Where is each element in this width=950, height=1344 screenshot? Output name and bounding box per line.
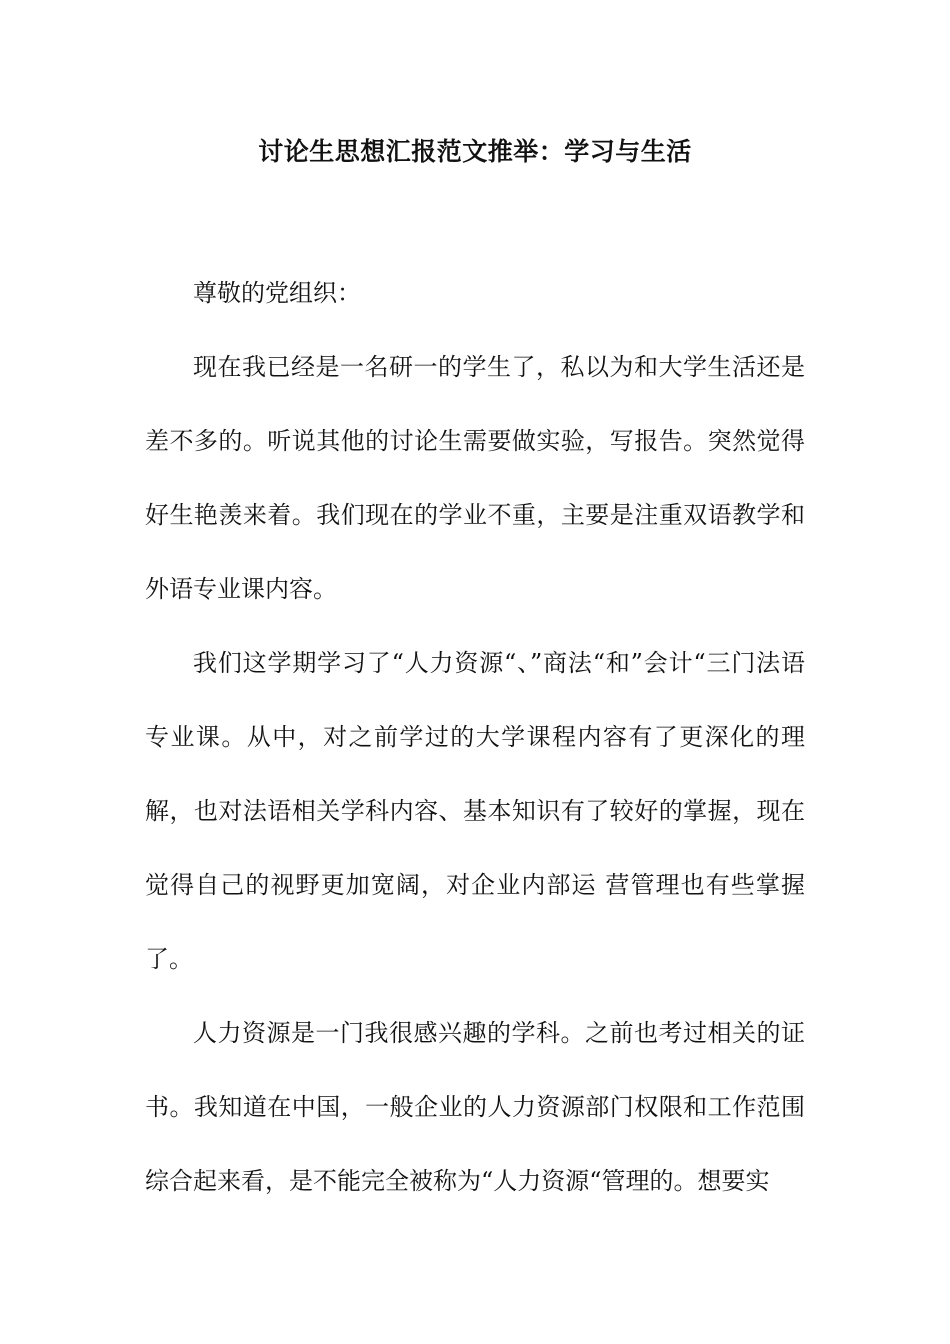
paragraph-3: 人力资源是一门我很感兴趣的学科。之前也考过相关的证书。我知道在中国，一般企业的人力资源部门权限和工作范围综合起来看，是不能完全被称为“人力资源“管理的。想要实 xyxy=(145,1019,805,1195)
paragraph-2: 我们这学期学习了“人力资源“、”商法“和”会计“三门法语专业课。从中，对之前学过的大学课程内容有了更深化的理解，也对法语相关学科内容、基本知识有了较好的掌握，现在觉得自己的视野更加宽阔，对企业内部运 营管理也有些掌握了。 xyxy=(145,649,805,973)
paragraph-1: 现在我已经是一名研一的学生了，私以为和大学生活还是差不多的。听说其他的讨论生需要做实验，写报告。突然觉得好生艳羡来着。我们现在的学业不重，主要是注重双语教学和外语专业课内容。 xyxy=(145,353,805,603)
document-title: 讨论生思想汇报范文推举：学习与生活 xyxy=(258,137,692,166)
document-body xyxy=(145,256,805,1218)
greeting: 尊敬的党组织： xyxy=(193,279,361,307)
